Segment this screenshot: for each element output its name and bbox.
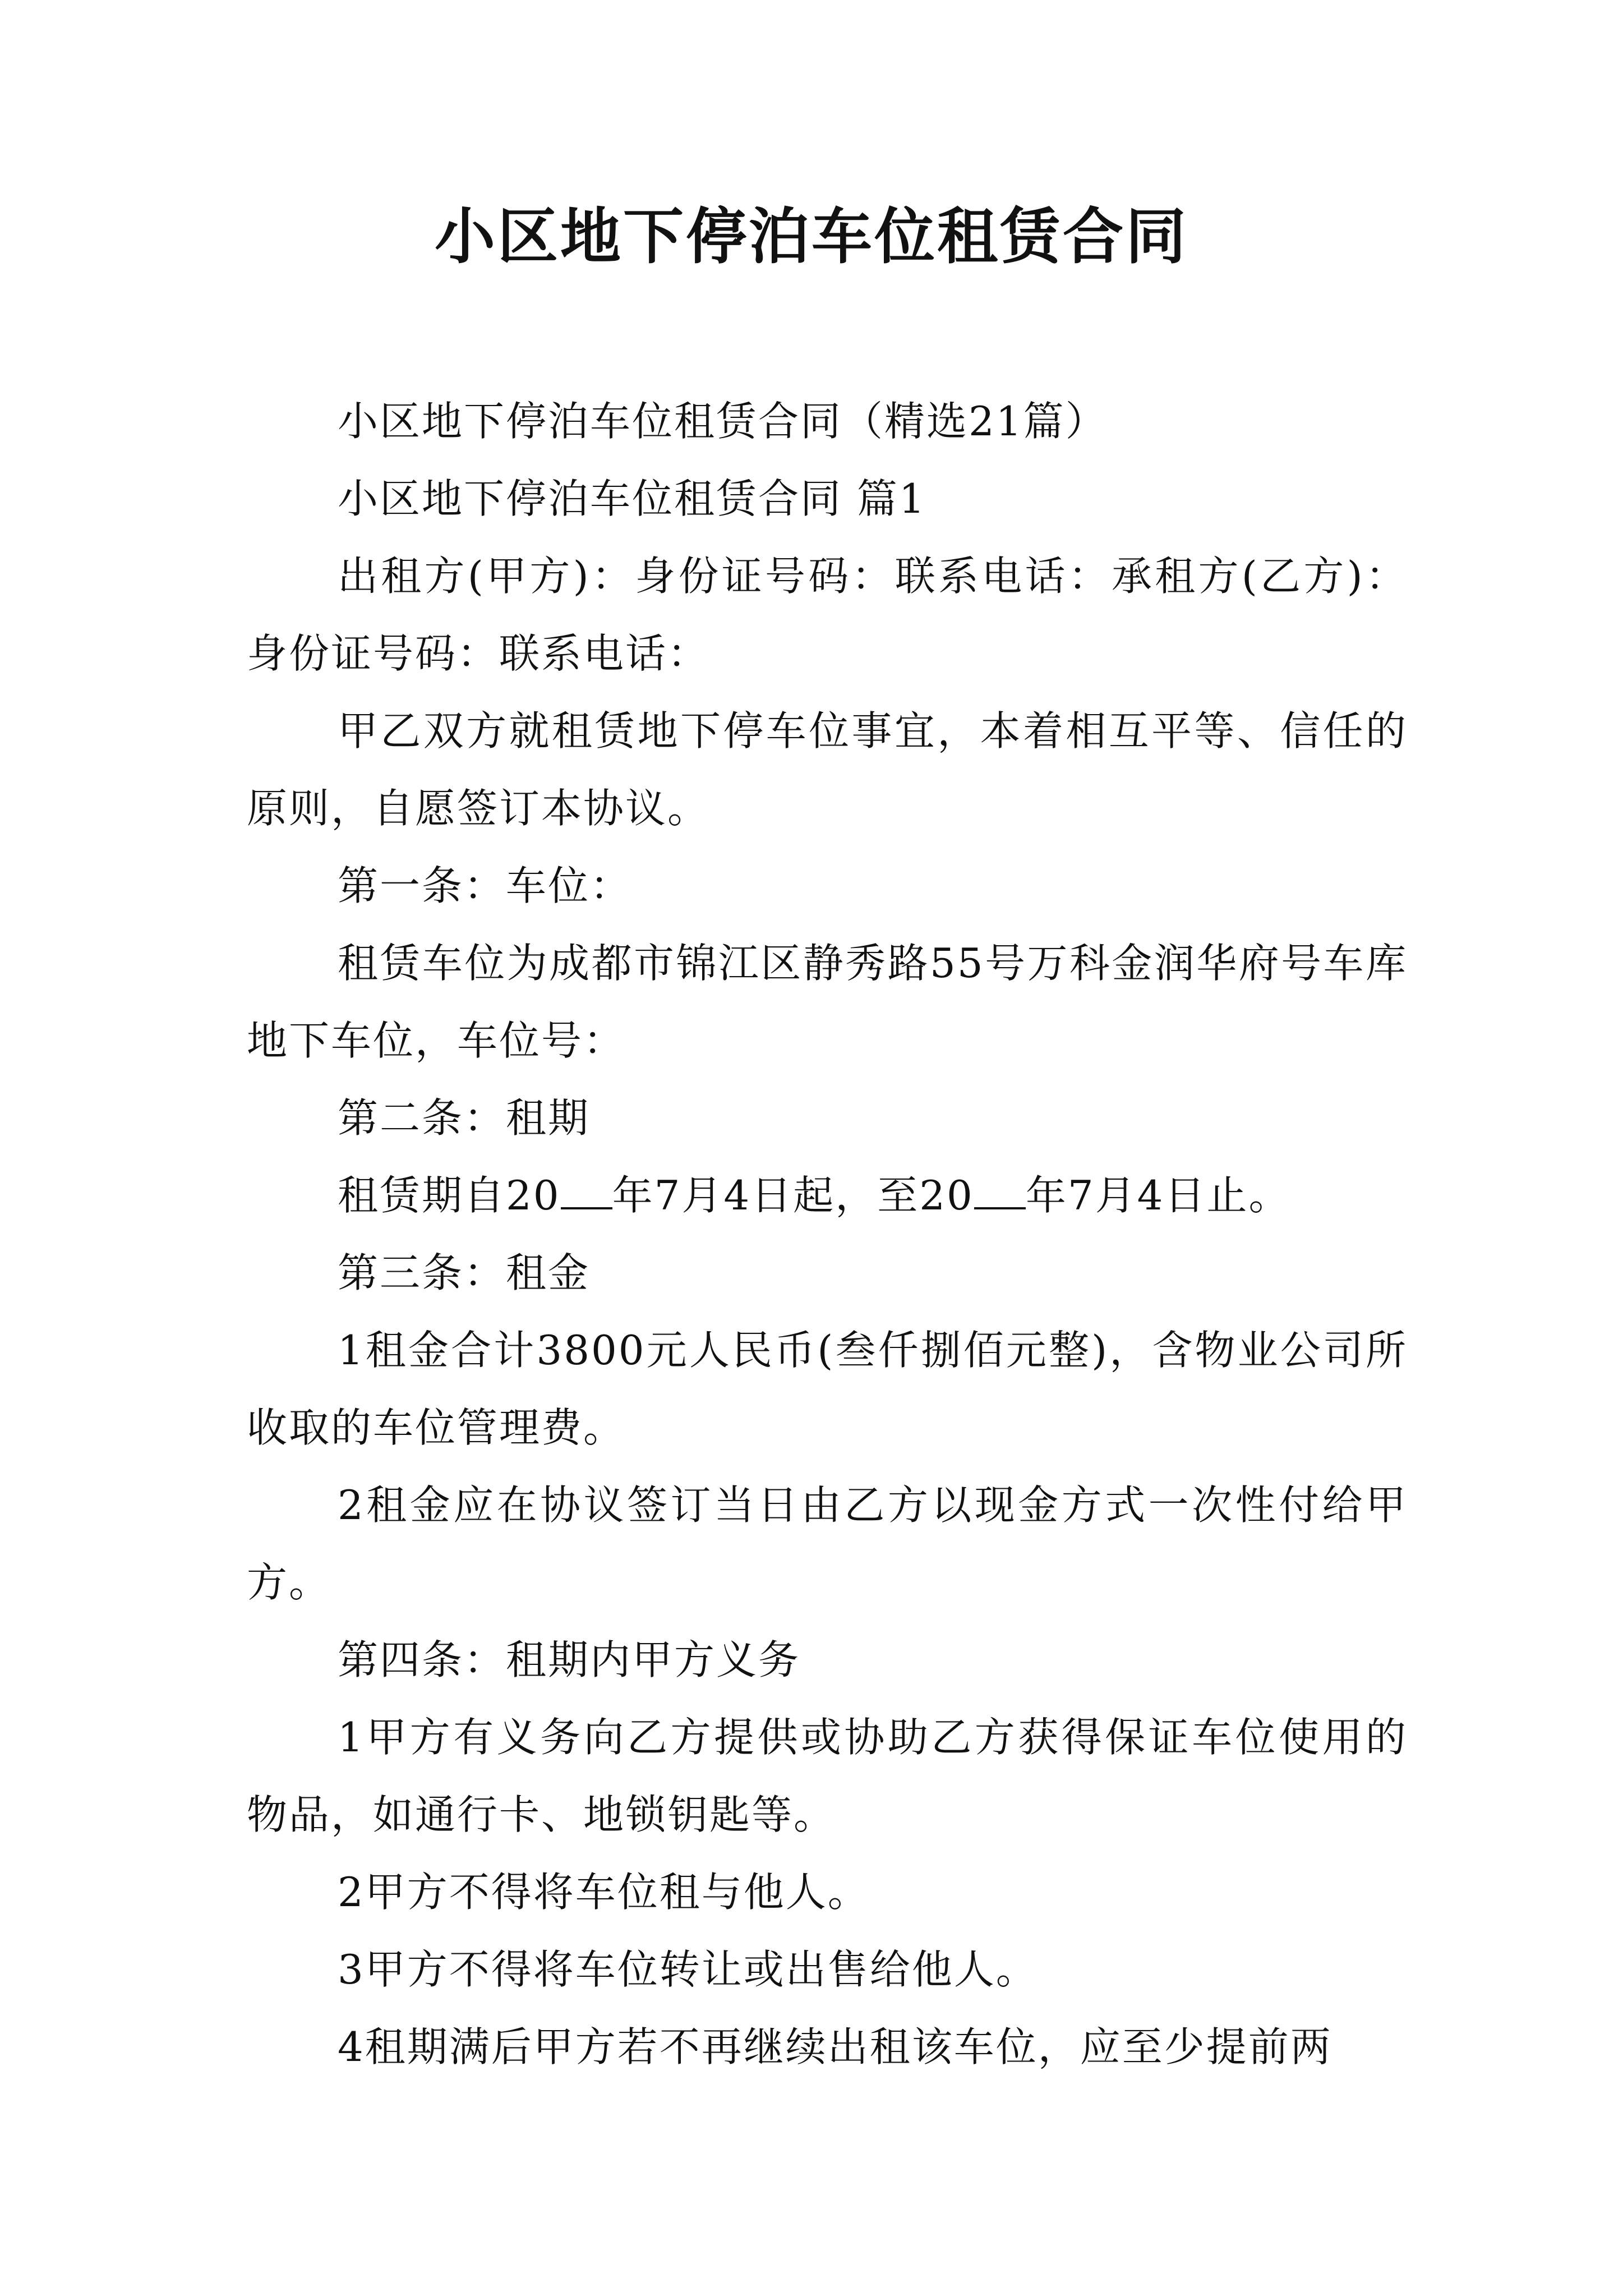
paragraph-lease-period [247, 1157, 1408, 1234]
document-body [247, 383, 1408, 2086]
year-blank [974, 1174, 1026, 1209]
paragraph-parties: 出租方(甲方)：身份证号码：联系电话：承租方(乙方)：身份证号码：联系电话： [247, 553, 1408, 677]
paragraph-article-1-body: 租赁车位为成都市锦江区静秀路55号万科金润华府号车库地下车位，车位号： [247, 940, 1408, 1064]
lease-period-part-2: 年7月4日起，至20 [612, 1172, 974, 1219]
lease-period-part-3: 年7月4日止。 [1025, 1172, 1291, 1219]
paragraph-rent-payment: 2租金应在协议签订当日由乙方以现金方式一次性付给甲方。 [247, 1481, 1408, 1606]
year-blank [561, 1174, 612, 1209]
paragraph-article-3-heading: 第三条：租金 [338, 1249, 591, 1296]
lease-period-part-1: 租赁期自20 [338, 1172, 561, 1219]
paragraph-article-2-heading: 第二条：租期 [338, 1094, 591, 1142]
paragraph-obligation-3: 3甲方不得将车位转让或出售给他人。 [338, 1946, 1038, 1993]
paragraph-obligation-4: 4租期满后甲方若不再继续出租该车位，应至少提前两 [338, 2023, 1332, 2070]
paragraph-subtitle: 小区地下停泊车位租赁合同（精选21篇） [338, 398, 1108, 445]
paragraph-article-4-heading: 第四条：租期内甲方义务 [338, 1636, 801, 1683]
paragraph-section-heading: 小区地下停泊车位租赁合同 篇1 [338, 475, 926, 522]
paragraph-rent-amount: 1租金合计3800元人民币(叁仟捌佰元整)，含物业公司所收取的车位管理费。 [247, 1327, 1408, 1451]
paragraph-obligation-2: 2甲方不得将车位租与他人。 [338, 1869, 870, 1916]
document-title: 小区地下停泊车位租赁合同 [434, 201, 1188, 272]
paragraph-obligation-1: 1甲方有义务向乙方提供或协助乙方获得保证车位使用的物品，如通行卡、地锁钥匙等。 [247, 1714, 1408, 1838]
paragraph-article-1-heading: 第一条：车位： [338, 862, 633, 909]
paragraph-preamble: 甲乙双方就租赁地下停车位事宜，本着相互平等、信任的原则，自愿签订本协议。 [247, 707, 1408, 832]
